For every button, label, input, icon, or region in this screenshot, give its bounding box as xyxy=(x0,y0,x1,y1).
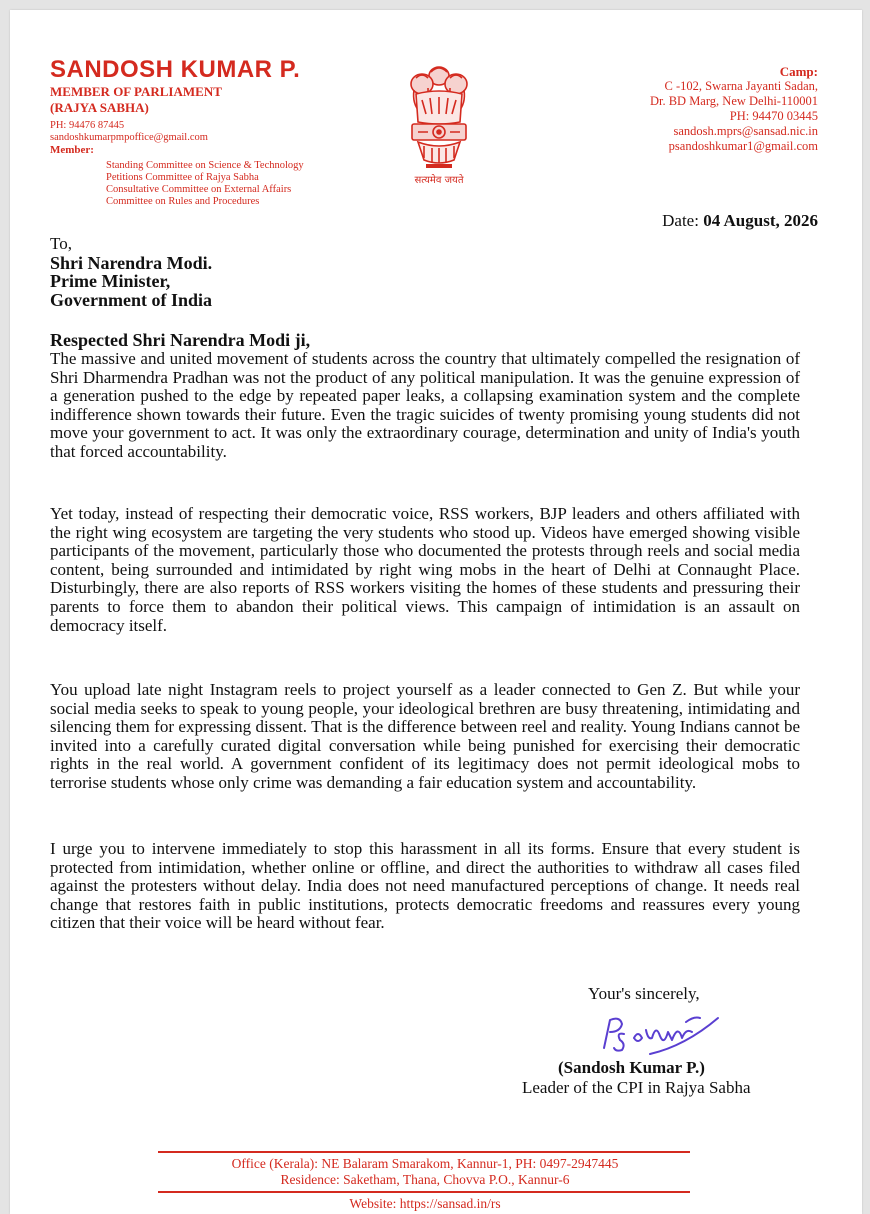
signer-role: Leader of the CPI in Rajya Sabha xyxy=(522,1078,751,1097)
footer-address xyxy=(150,1156,700,1188)
date-label: Date: xyxy=(662,211,699,230)
recipient-org: Government of India xyxy=(50,289,212,310)
sender-house: (RAJYA SABHA) xyxy=(50,100,149,115)
recipient-title: Prime Minister, xyxy=(50,271,171,292)
committee-item: Committee on Rules and Procedures xyxy=(106,196,260,207)
salutation: Respected Shri Narendra Modi ji, xyxy=(50,330,311,350)
paragraph-text: I urge you to intervene immediately to stop this harassment in all its forms. Ensure that every student is protected from intimidation, whether online or offline, and direct the authorities to withdraw all cases filed against the protesters without delay. India does not need manufactured perceptions of change. It needs real change that restores faith in public institutions, protects democratic freedoms and reassures every young citizen that their voice will be heard without fear. xyxy=(50,839,800,933)
letterhead-right xyxy=(558,64,818,154)
signer-name: (Sandosh Kumar P.) xyxy=(558,1058,705,1077)
camp-label: Camp: xyxy=(779,64,818,79)
recipient-name: Shri Narendra Modi. xyxy=(50,252,213,273)
footer-website: Website: https://sansad.in/rs xyxy=(349,1196,501,1211)
sender-role: MEMBER OF PARLIAMENT xyxy=(50,84,222,99)
committee-item: Standing Committee on Science & Technology xyxy=(106,160,304,171)
body-paragraph xyxy=(50,350,800,462)
body-paragraph xyxy=(50,840,800,933)
paragraph-text: Yet today, instead of respecting their democratic voice, RSS workers, BJP leaders and others affiliated with the right wing ecosystem are targeting the very students who stood up. Videos have emerged showing visible participants of the movement, particularly those who documented the protests through reels and social media content, being surrounded and intimidated by right wing mobs in the heart of Delhi at Connaught Place. Disturbingly, there are also reports of RSS workers visiting the homes of these students and pressuring their parents to force them to abandon their political views. This campaign of intimidation is an assault on democracy itself. xyxy=(50,504,800,635)
paragraph-text: You upload late night Instagram reels to project yourself as a leader connected to Gen Z. But while your social media seeks to speak to young people, your ideological brethren are busy threatening, intimidating and silencing them for expressing dissent. That is the difference between reel and reality. Young Indians cannot be invited into a carefully curated digital conversation while being punished for exercising their democratic rights in the real world. A government confident of its legitimacy does not permit ideological mobs to terrorise students whose only crime was demanding a fair education system and accountability. xyxy=(50,680,800,792)
recipient-to: To, xyxy=(50,234,72,253)
body-paragraph xyxy=(50,505,800,635)
date-value: 04 August, 2026 xyxy=(703,211,818,230)
camp-address-line: Dr. BD Marg, New Delhi-110001 xyxy=(649,94,818,108)
committee-item: Consultative Committee on External Affairs xyxy=(106,184,292,195)
letterhead-left xyxy=(50,56,410,208)
camp-phone: PH: 94470 03445 xyxy=(729,109,818,123)
footer-divider xyxy=(158,1151,690,1153)
camp-email: psandoshkumar1@gmail.com xyxy=(668,139,818,153)
closing: Your's sincerely, xyxy=(588,984,700,1003)
letter-date xyxy=(662,211,818,231)
sender-phone: PH: 94476 87445 xyxy=(50,120,125,131)
emblem-motto: सत्यमेव जयते xyxy=(414,175,464,186)
footer-divider xyxy=(158,1191,690,1193)
camp-address-line: C -102, Swarna Jayanti Sadan, xyxy=(664,79,818,93)
paragraph-text: The massive and united movement of students across the country that ultimately compelled the resignation of Shri Dharmendra Pradhan was not the product of any political manipulation. It was the genuine expression of a generation pushed to the edge by repeated paper leaks, a collapsing examination system and the complete indifference shown towards their future. Even the tragic suicides of twenty promising young students did not move your government to act. It was only the extraordinary courage, determination and unity of India's youth that forced accountability. xyxy=(50,349,800,461)
recipient-block xyxy=(50,235,212,309)
footer-residence: Residence: Saketham, Thana, Chovva P.O., Kannur-6 xyxy=(280,1172,570,1187)
body-paragraph xyxy=(50,681,800,793)
camp-email: sandosh.mprs@sansad.nic.in xyxy=(673,124,818,138)
footer-office: Office (Kerala): NE Balaram Smarakom, Kannur-1, PH: 0497-2947445 xyxy=(231,1156,619,1171)
handwritten-signature xyxy=(590,1000,730,1060)
national-emblem-icon xyxy=(404,60,474,188)
committee-list xyxy=(106,160,410,208)
sender-email: sandoshkumarpmpoffice@gmail.com xyxy=(50,132,208,143)
sender-name: SANDOSH KUMAR P. xyxy=(50,56,301,83)
committee-item: Petitions Committee of Rajya Sabha xyxy=(106,172,259,183)
member-label: Member: xyxy=(50,144,94,156)
